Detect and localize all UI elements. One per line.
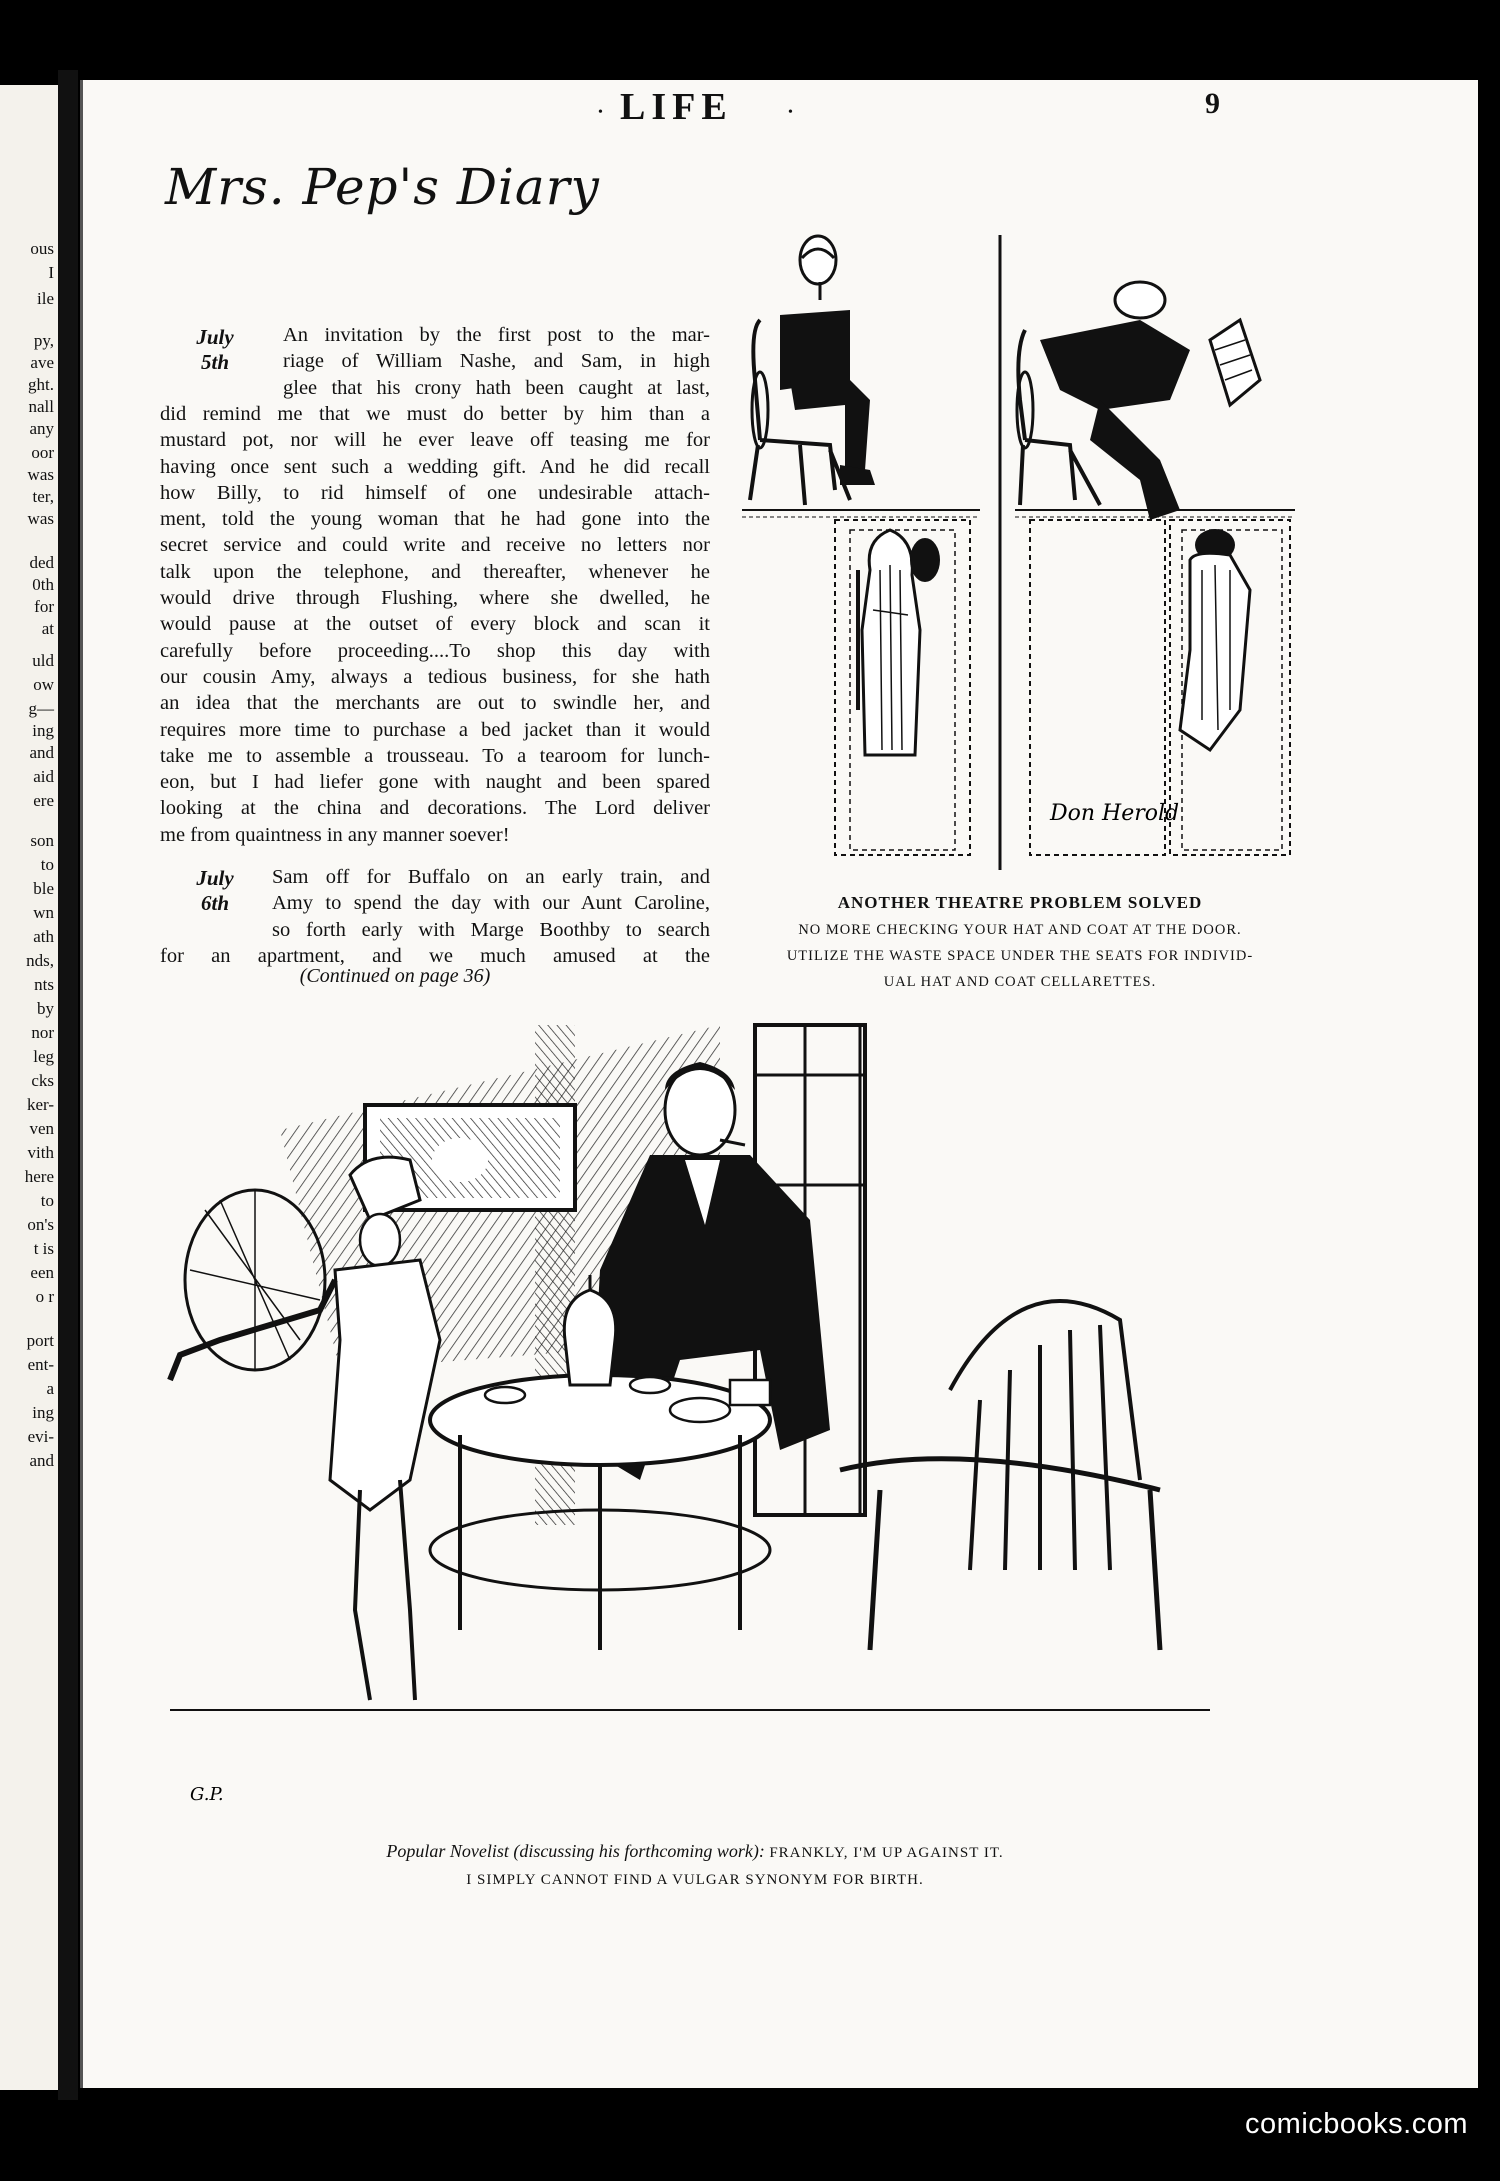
cartoon-signature: Don Herold — [1050, 801, 1180, 826]
header-dot-right: • — [788, 105, 793, 120]
diary-line: eon, but I had liefer gone with naught and been spared — [160, 771, 710, 794]
caption-line-1: FRANKLY, I'M UP AGAINST IT. — [769, 1845, 1004, 1861]
facing-page-text-fragment: ker- — [26, 1095, 54, 1114]
diary-line: glee that his crony hath been caught at last, — [283, 376, 710, 399]
diary-line: would pause at the outset of every block and scan it — [160, 613, 710, 636]
facing-page-edge — [0, 85, 58, 2090]
diary-line: Amy to spend the day with our Aunt Caroline, — [272, 892, 710, 915]
diary-line: An invitation by the first post to the mar- — [283, 324, 710, 346]
facing-page-text-fragment: ble — [33, 879, 54, 898]
diary-line: Sam off for Buffalo on an early train, and — [272, 866, 710, 888]
facing-page-text-fragment: for — [34, 597, 54, 616]
caption-line: NO MORE CHECKING YOUR HAT AND COAT AT THE DOOR. — [798, 922, 1242, 938]
facing-page-text-fragment: ere — [33, 791, 54, 810]
site-watermark: comicbooks.com — [1245, 2108, 1468, 2140]
facing-page-text-fragment: a — [46, 1379, 54, 1398]
page-number: 9 — [1205, 87, 1220, 120]
diary-line: carefully before proceeding....To shop this day with — [160, 639, 710, 662]
diary-line: for an apartment, and we much amused at the — [160, 944, 710, 967]
diary-title: Mrs. Pep's Diary — [165, 158, 600, 216]
diary-line: looking at the china and decorations. The Lord deliver — [160, 797, 710, 820]
facing-page-text-fragment: wn — [33, 903, 54, 922]
diary-line: talk upon the telephone, and thereafter, whenever he — [160, 560, 710, 583]
continued-note: (Continued on page 36) — [299, 965, 491, 987]
facing-page-text-fragment: uld — [32, 651, 54, 670]
facing-page-text-fragment: ow — [33, 675, 54, 694]
facing-page-text-fragment: 0th — [32, 575, 54, 594]
facing-page-text-fragment: ave — [30, 353, 54, 372]
facing-page-text-fragment: ent- — [27, 1355, 54, 1374]
facing-page-text-fragment: was — [27, 509, 54, 528]
diary-line: riage of William Nashe, and Sam, in high — [283, 350, 710, 373]
diary-line: so forth early with Marge Boothby to search — [272, 918, 710, 941]
facing-page-text-fragment: vith — [27, 1143, 54, 1162]
facing-page-text-fragment: and — [29, 743, 54, 762]
facing-page-text-fragment: o r — [35, 1287, 54, 1306]
illustration-signature: G.P. — [190, 1784, 224, 1805]
diary-line: our cousin Amy, always a tedious business, for she hath — [160, 665, 710, 688]
caption-line: UAL HAT AND COAT CELLARETTES. — [883, 974, 1157, 990]
caption-line: UTILIZE THE WASTE SPACE UNDER THE SEATS FOR INDIVID- — [786, 948, 1254, 964]
facing-page-text-fragment: nds, — [26, 951, 54, 970]
right-panel — [1015, 282, 1295, 855]
facing-page-text-fragment: oor — [31, 443, 54, 462]
facing-page-text-fragment: ing — [32, 1403, 54, 1422]
diary-line: mustard pot, nor will he ever leave off teasing me for — [160, 429, 710, 452]
facing-page-text-fragment: g— — [28, 699, 54, 718]
entry-date-july-5 — [185, 325, 245, 375]
facing-page-text-fragment: nts — [34, 975, 54, 994]
facing-page-text-fragment: to — [40, 855, 54, 874]
diary-line: an idea that the merchants are out to swindle her, and — [160, 692, 710, 715]
facing-page-text-fragment: ght. — [28, 375, 54, 394]
page-gutter — [58, 70, 78, 2100]
diary-line: ment, told the young woman that he had gone into the — [160, 508, 710, 531]
illustration-caption — [170, 1838, 1220, 1894]
running-title: LIFE — [620, 86, 733, 128]
facing-page-text-fragment: on's — [27, 1215, 54, 1234]
facing-page-text-fragment: port — [26, 1331, 54, 1350]
facing-page-text-fragment: ile — [37, 289, 54, 308]
diary-line: how Billy, to rid himself of one undesirable attach- — [160, 481, 710, 504]
date-month: July — [196, 866, 234, 890]
facing-page-text-fragment: was — [27, 465, 54, 484]
facing-page-text-fragment: ded — [29, 553, 54, 572]
facing-page-text-fragment: to — [40, 1191, 54, 1210]
theatre-cartoon — [740, 230, 1300, 870]
facing-page-text-fragment: nor — [31, 1023, 54, 1042]
facing-page-text-fragment: leg — [33, 1047, 54, 1066]
diary-line: requires more time to purchase a bed jacket than it would — [160, 718, 710, 741]
facing-page-text-fragment: een — [30, 1263, 54, 1282]
caption-line-2: I SIMPLY CANNOT FIND A VULGAR SYNONYM FOR BIRTH. — [466, 1872, 924, 1888]
diary-line: would drive through Flushing, where she dwelled, he — [160, 587, 710, 609]
cartoon-caption-body — [735, 917, 1305, 995]
facing-page-text-fragment: ven — [29, 1119, 54, 1138]
diary-line: me from quaintness in any manner soever! — [160, 823, 510, 846]
diary-line: take me to assemble a trousseau. To a tearoom for lunch- — [160, 744, 710, 767]
diary-line: having once sent such a wedding gift. And he did recall — [160, 455, 710, 478]
facing-page-text-fragment: ter, — [32, 487, 54, 506]
date-day: 5th — [200, 350, 229, 374]
cartoon-caption-title: ANOTHER THEATRE PROBLEM SOLVED — [837, 893, 1203, 912]
facing-page-text-fragment: I — [48, 263, 54, 282]
entry-date-july-6 — [185, 866, 245, 916]
diary-line: did remind me that we must do better by him than a — [160, 402, 710, 425]
date-day: 6th — [200, 891, 229, 915]
facing-page-text-fragment: any — [29, 419, 54, 438]
left-panel — [742, 236, 980, 855]
facing-page-text-fragment: ing — [32, 721, 54, 740]
date-month: July — [196, 325, 234, 349]
caption-speaker: Popular Novelist (discussing his forthcoming work): — [386, 1841, 765, 1861]
facing-page-text-fragment: ath — [33, 927, 54, 946]
facing-page-text-fragment: evi- — [27, 1427, 54, 1446]
facing-page-text-fragment: ous — [30, 239, 54, 258]
facing-page-text-fragment: by — [37, 999, 54, 1018]
facing-page-text-fragment: and — [29, 1451, 54, 1470]
tearoom-illustration — [160, 1010, 1220, 1815]
facing-page-text-fragment: here — [24, 1167, 54, 1186]
facing-page-text-fragment: cks — [31, 1071, 54, 1090]
facing-page-text-fragment: py, — [33, 331, 54, 350]
facing-page-text-fragment: t is — [33, 1239, 54, 1258]
facing-page-text-fragment: nall — [28, 397, 54, 416]
facing-page-text-fragment: son — [30, 831, 54, 850]
diary-line: secret service and could write and receive no letters nor — [160, 534, 710, 557]
facing-page-text-fragment: at — [41, 619, 54, 638]
header-dot-left: • — [598, 105, 603, 120]
facing-page-text-fragment: aid — [33, 767, 54, 786]
running-header — [0, 85, 1500, 135]
